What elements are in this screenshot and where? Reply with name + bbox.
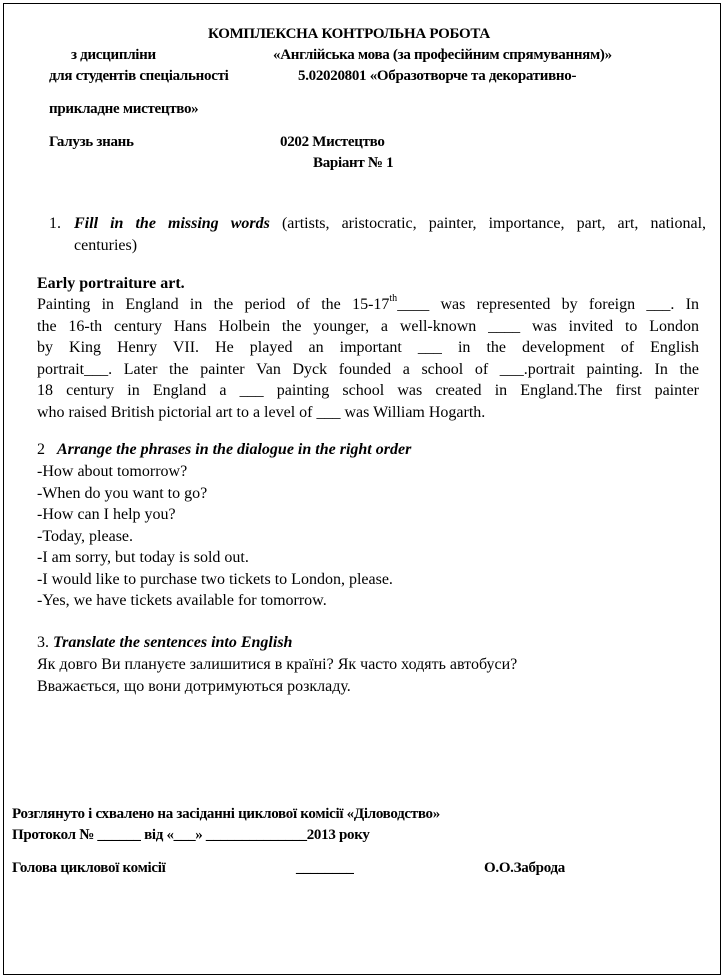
task1-words-line2: centuries) xyxy=(74,236,138,254)
task2-instruction: Arrange the phrases in the dialogue in the right order xyxy=(57,441,412,458)
specialty-value: 5.02020801 «Образотворче та декоративно- xyxy=(298,68,577,84)
task1-text xyxy=(37,294,699,423)
dialogue-line: -I would like to purchase two tickets to London, please. xyxy=(37,570,393,588)
signature-line: ________ xyxy=(296,860,354,876)
document-title: КОМПЛЕКСНА КОНТРОЛЬНА РОБОТА xyxy=(208,26,490,42)
task1-instruction: Fill in the missing words xyxy=(74,215,270,232)
students-label: для студентів спеціальності xyxy=(49,68,229,84)
text-line-4: portrait___. Later the painter Van Dyck founded a school of ___.portrait painting. In the xyxy=(37,360,699,378)
field-label: Галузь знань xyxy=(49,134,134,150)
text-line-1-sup: th xyxy=(389,293,398,304)
specialty-continuation: прикладне мистецтво» xyxy=(49,101,199,117)
variant-label: Варіант № 1 xyxy=(313,155,394,171)
text-line-1 xyxy=(37,294,699,316)
approval-note: Розглянуто і схвалено на засіданні циклової комісії «Діловодство» xyxy=(12,806,440,822)
text-line-1-pre: Painting in England in the period of the 15-17 xyxy=(37,296,390,313)
task3-sentence-2: Вважається, що вони дотримуються розкладу. xyxy=(37,678,351,695)
head-label: Голова циклової комісії xyxy=(12,860,166,876)
text-line-1-post: ____ was represented by foreign ___. In xyxy=(397,296,700,313)
dialogue-list xyxy=(37,461,393,612)
text-line-5: 18 century in England a ___ painting school was created in England.The first painter xyxy=(37,382,699,399)
text-line-3: by King Henry VII. He played an important ___ in the development of English xyxy=(37,339,699,356)
dialogue-line: -Yes, we have tickets available for tomorrow. xyxy=(37,592,327,609)
task1-words-line1: (artists, aristocratic, painter, importance, part, art, national, xyxy=(281,215,707,232)
protocol-line: Протокол № ______ від «___» ______________2013 року xyxy=(12,827,370,843)
task3-instruction: Translate the sentences into English xyxy=(53,634,293,651)
discipline-value: «Англійська мова (за професійним спрямуванням)» xyxy=(273,47,612,63)
task2-heading xyxy=(37,439,411,461)
dialogue-line: -Today, please. xyxy=(37,527,134,545)
task3-number: 3. xyxy=(37,634,49,651)
dialogue-line: -I am sorry, but today is sold out. xyxy=(37,549,249,566)
task3-heading xyxy=(37,632,292,654)
dialogue-line: -How about tomorrow? xyxy=(37,463,188,480)
text-line-6: who raised British pictorial art to a level of ___ was William Hogarth. xyxy=(37,403,486,421)
task1-heading xyxy=(74,213,706,256)
task2-number: 2 xyxy=(37,441,45,458)
text-title: Early portraiture art. xyxy=(37,275,185,292)
field-value: 0202 Мистецтво xyxy=(280,134,385,150)
task1-number xyxy=(49,213,61,235)
discipline-label: з дисципліни xyxy=(71,47,156,63)
task1-heading-line1 xyxy=(74,213,706,235)
task3-sentence-1: Як довго Ви плануєте залишитися в країні? Як часто ходять автобуси? xyxy=(37,656,518,673)
task1-number-text: 1. xyxy=(49,215,61,232)
head-name: О.О.Заброда xyxy=(484,860,565,876)
text-line-2: the 16-th century Hans Holbein the younger, a well-known ____ was invited to London xyxy=(37,317,699,335)
dialogue-line: -How can I help you? xyxy=(37,506,176,523)
dialogue-line: -When do you want to go? xyxy=(37,484,208,502)
